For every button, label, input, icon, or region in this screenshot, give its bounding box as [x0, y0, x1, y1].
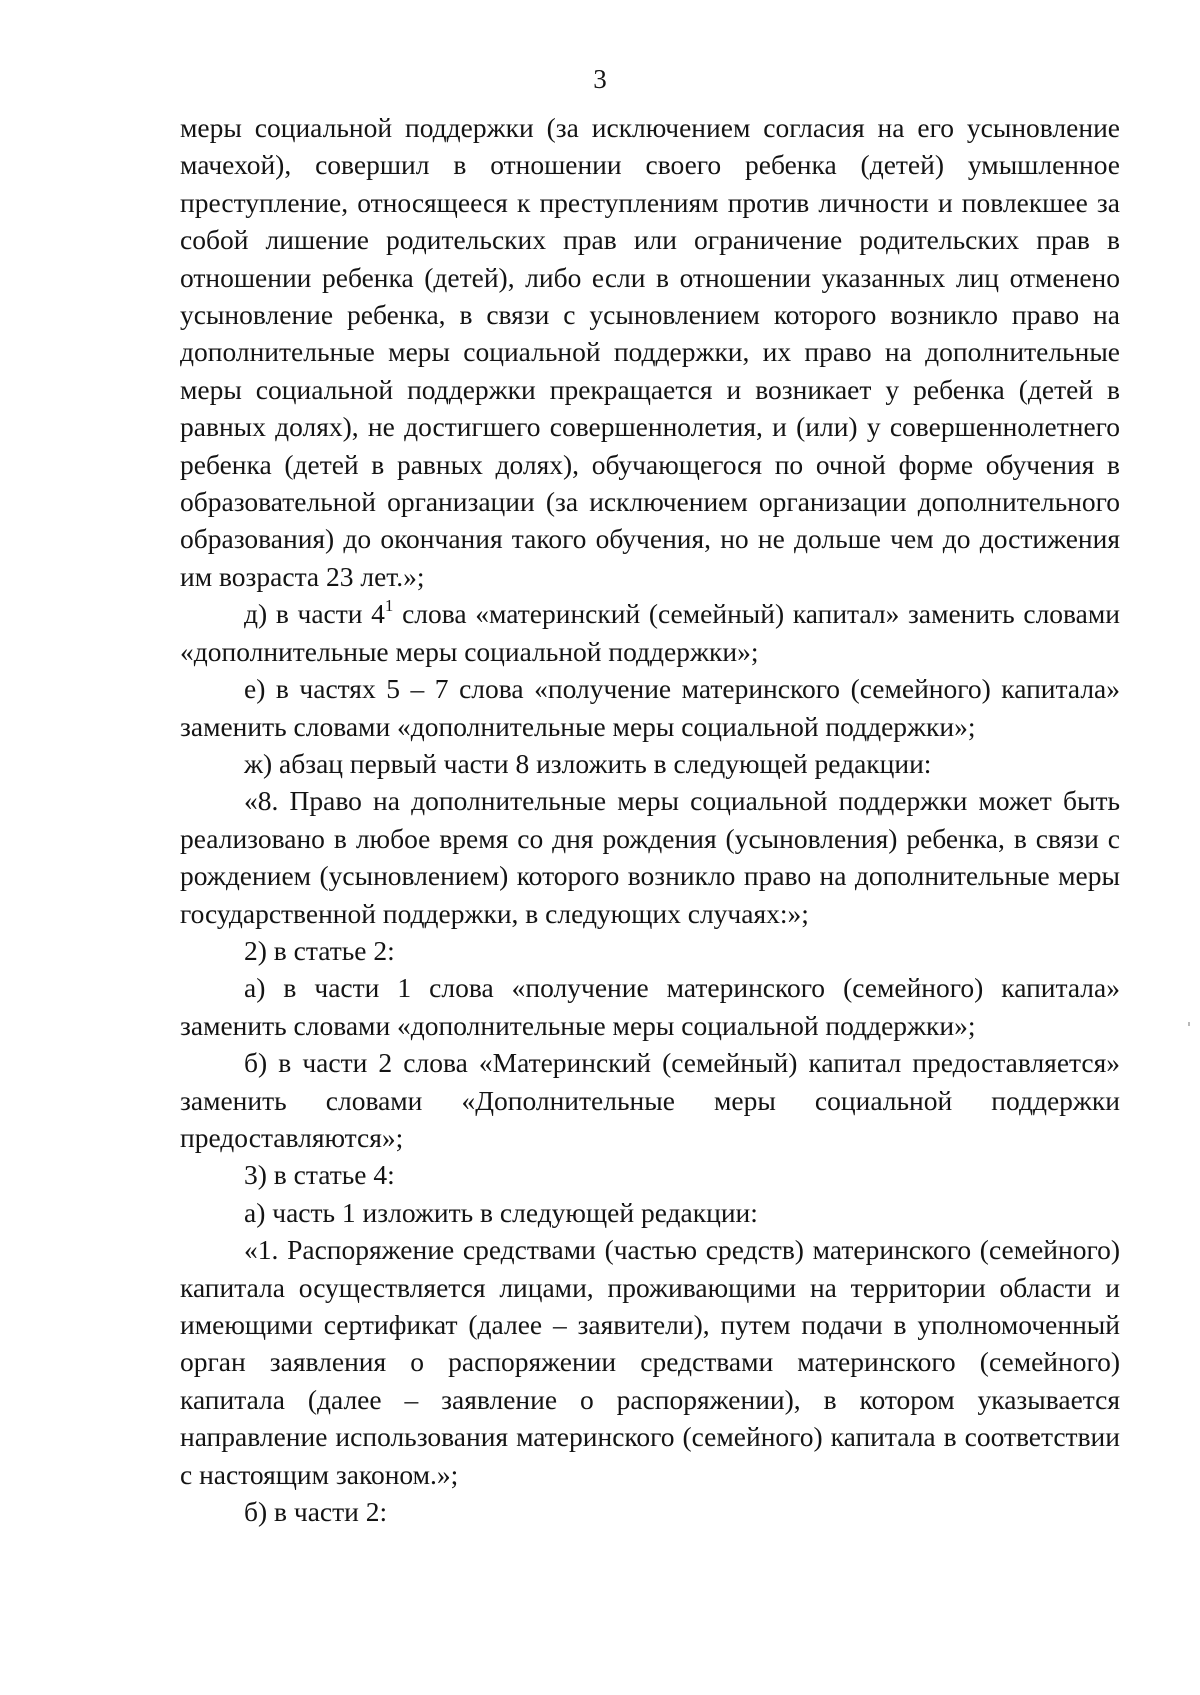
paragraph-continuation: меры социальной поддержки (за исключением согласия на его усыновление мачехой), совершил в отношении своего ребенка (детей) умышленное преступление, относящееся к преступлениям против личности и повлекшее за собой лишение родительских прав или ограничение родительских прав в отношении ребенка (детей), либо если в отношении указанных лиц отменено усыновление ребенка, в связи с усыновлением которого возникло право на дополнительные меры социальной поддержки, их право на дополнительные меры социальной поддержки прекращается и возникает у ребенка (детей в равных долях), не достигшего совершеннолетия, и (или) у совершеннолетнего ребенка (детей в равных долях), обучающегося по очной форме обучения в образовательной организации (за исключением организации дополнительного образования) до окончания такого обучения, но не дольше чем до достижения им возраста 23 лет.»;: [180, 112, 1120, 592]
scan-artifact: [1188, 1022, 1190, 1026]
paragraph-item-e: е) в частях 5 – 7 слова «получение материнского (семейного) капитала» заменить словами «дополнительные меры социальной поддержки»;: [180, 673, 1120, 742]
paragraph-quote-1: «1. Распоряжение средствами (частью средств) материнского (семейного) капитала осуществляется лицами, проживающими на территории области и имеющими сертификат (далее – заявители), путем подачи в уполномоченный орган заявления о распоряжении средствами материнского (семейного) капитала (далее – заявление о распоряжении), в котором указывается направление использования материнского (семейного) капитала в соответствии с настоящим законом.»;: [180, 1234, 1120, 1490]
document-body: [180, 109, 1120, 1530]
paragraph-quote-8: «8. Право на дополнительные меры социальной поддержки может быть реализовано в любое время со дня рождения (усыновления) ребенка, в связи с рождением (усыновлением) которого возникло право на дополнительные меры государственной поддержки, в следующих случаях:»;: [180, 785, 1120, 929]
paragraph-item-a-article-4: а) часть 1 изложить в следующей редакции:: [244, 1196, 758, 1228]
paragraph-article-4: 3) в статье 4:: [244, 1159, 395, 1191]
paragraph-item-b-article-4: б) в части 2:: [244, 1496, 388, 1528]
paragraph-item-a: а) в части 1 слова «получение материнского (семейного) капитала» заменить словами «дополнительные меры социальной поддержки»;: [180, 972, 1120, 1041]
paragraph-item-d-end: слова «материнский (семейный) капитал» заменить словами «дополнительные меры социальной поддержки»;: [180, 598, 1120, 667]
page-number: 3: [593, 64, 607, 94]
paragraph-article-2: 2) в статье 2:: [244, 934, 395, 966]
paragraph-item-d-start: д) в части 4: [244, 598, 385, 630]
paragraph-item-zh: ж) абзац первый части 8 изложить в следующей редакции:: [244, 747, 932, 779]
paragraph-item-b: б) в части 2 слова «Материнский (семейный) капитал предоставляется» заменить словами «Дополнительные меры социальной поддержки предоставляются»;: [180, 1047, 1120, 1153]
superscript-index: 1: [384, 596, 394, 616]
paragraph-item-d: [180, 595, 1120, 670]
